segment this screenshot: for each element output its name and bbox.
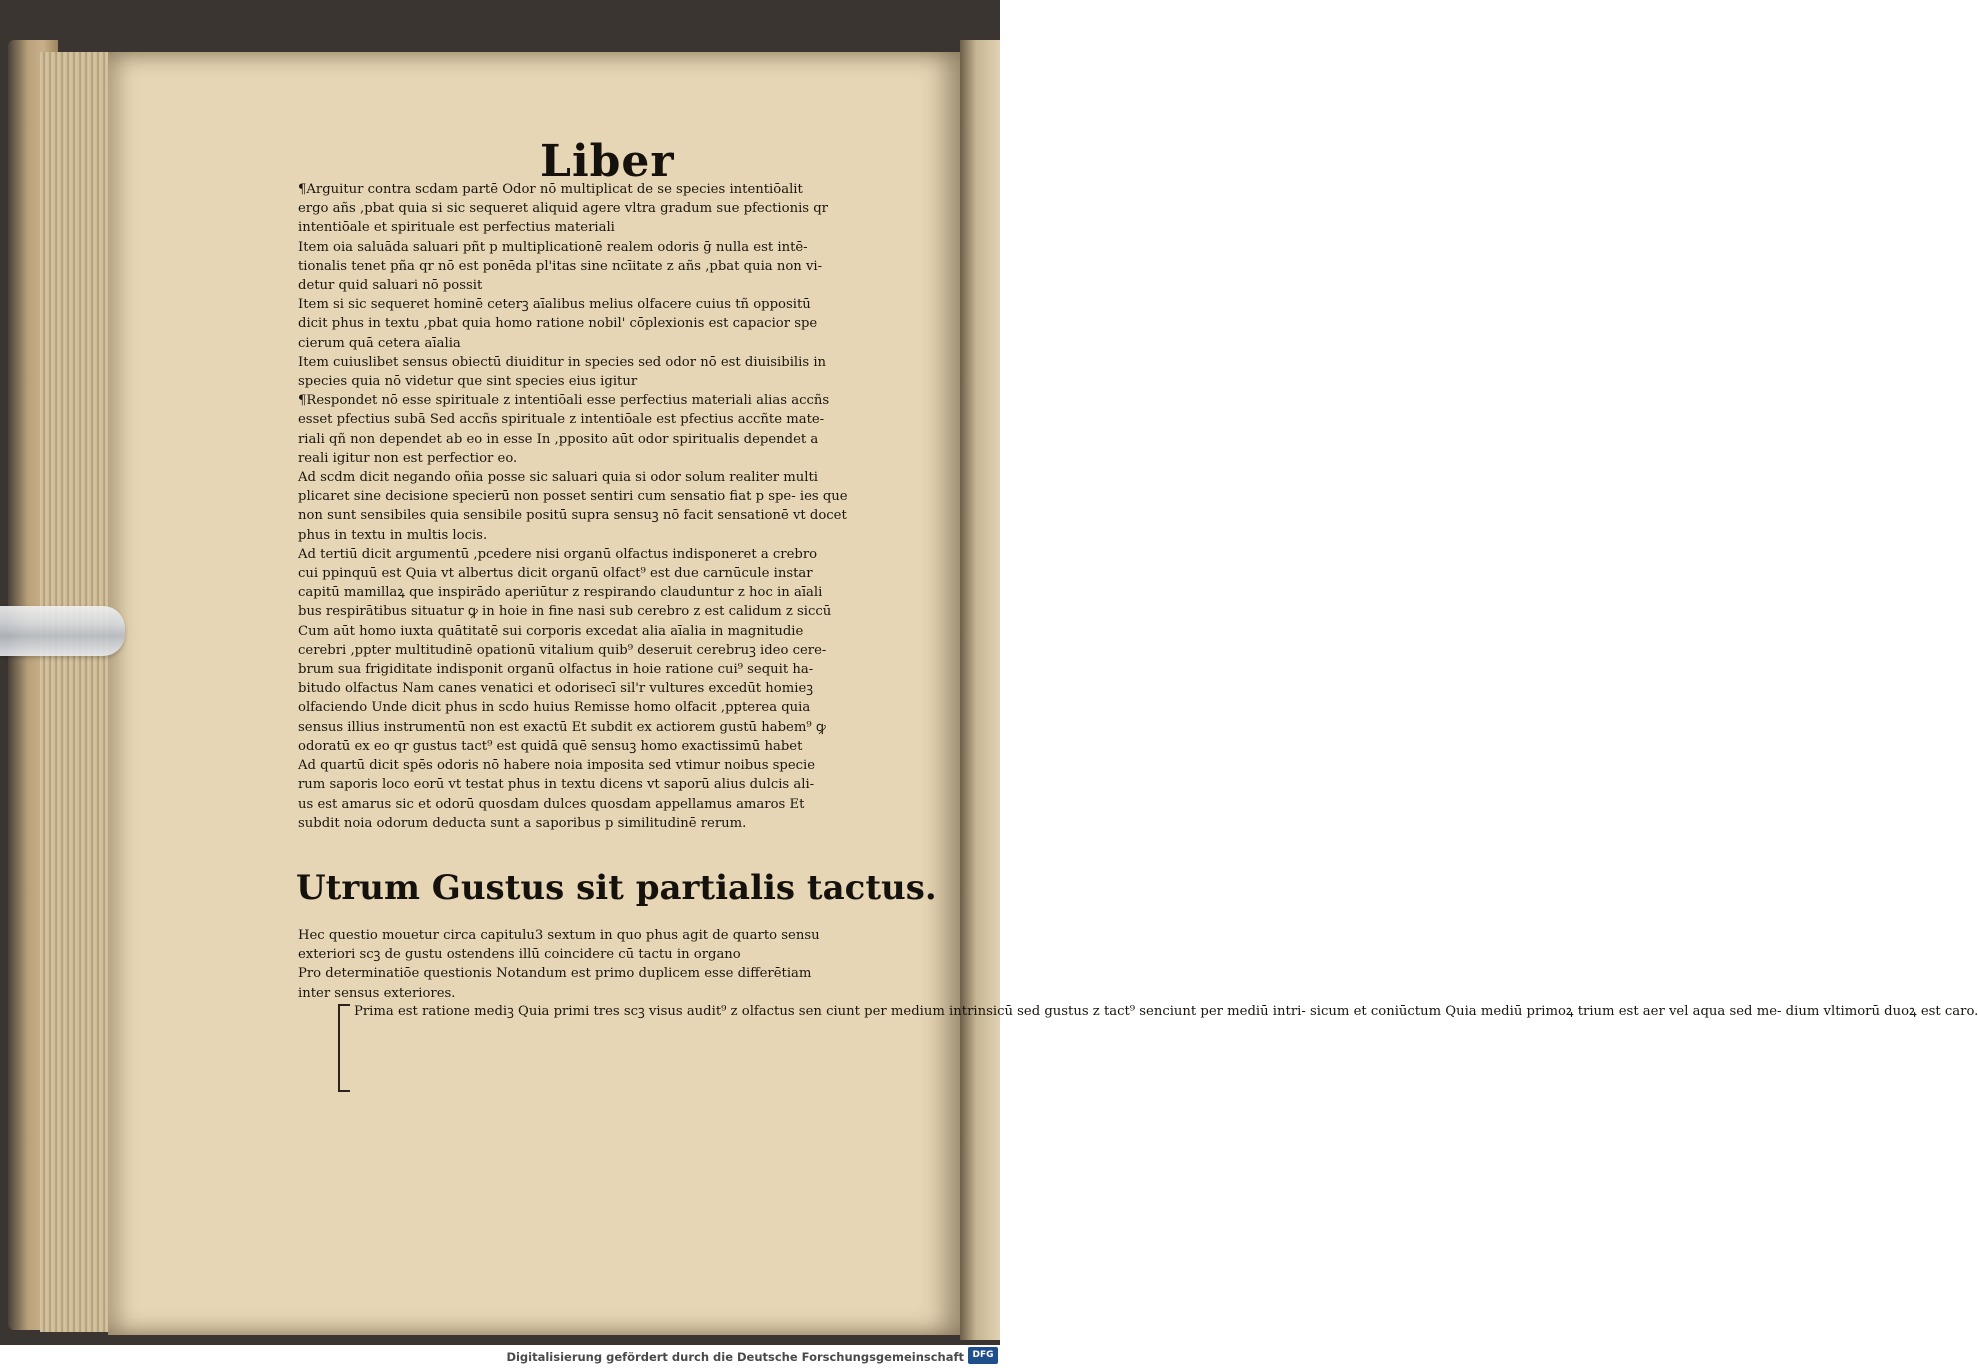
text-line: capitū mamillaꝝ que inspirādo aperiūtur z respirando clauduntur z hoc in aīali xyxy=(298,585,823,601)
text-line: cierum quā cetera aīalia xyxy=(298,335,461,351)
text-line: species quia nō videtur que sint species eius igitur xyxy=(298,374,638,390)
text-line: sicum et coniūctum Quia mediū primoꝝ trium est aer vel aqua sed me- xyxy=(1310,1004,1782,1019)
text-line: phus in textu in multis locis. xyxy=(298,527,488,543)
text-line: us est amarus sic et odorū quosdam dulces quosdam appellamus amaros Et xyxy=(298,796,805,812)
text-line: Pro determinatiōe questionis Notandum est primo duplicem esse differētiam xyxy=(298,966,812,982)
text-line: ¶Arguitur contra scdam partē Odor nō multiplicat de se species intentiōalit xyxy=(298,182,803,197)
page-clip xyxy=(0,606,125,656)
text-line: dium vltimorū duoꝝ est caro. xyxy=(1785,1004,1978,1019)
text-line: sensus illius instrumentū non est exactū Et subdit ex actiorem gustū habem⁹ ꝙ xyxy=(298,719,826,735)
text-line: cerebri ,ppter multitudinē opationū vitalium quib⁹ deseruit cerebruꝫ ideo cere- xyxy=(298,642,827,658)
text-line: Item cuiuslibet sensus obiectū diuiditur in species sed odor nō est diuisibilis in xyxy=(298,354,827,370)
text-line: Ad tertiū dicit argumentū ,pcedere nisi organū olfactus indisponeret a crebro xyxy=(298,546,818,562)
text-line: esset pfectius subā Sed accñs spirituale z intentiōale est pfectius accñte mate- xyxy=(298,412,825,428)
text-line: bus respirātibus situatur ꝙ in hoie in fine nasi sub cerebro z est calidum z siccū xyxy=(298,604,832,620)
bracket-mark xyxy=(338,1004,350,1092)
text-line: ciunt per medium intrinsicū sed gustus z tact⁹ senciunt per mediū intri- xyxy=(826,1004,1306,1019)
text-line: Ad quartū dicit spēs odoris nō habere noia imposita sed vtimur noibus specie xyxy=(298,758,816,774)
text-line: cui ppinquū est Quia vt albertus dicit organū olfact⁹ est due carnūcule instar xyxy=(298,566,813,582)
text-line: non sunt sensibiles quia sensibile positū supra sensuꝫ nō facit sensationē vt docet xyxy=(298,508,847,524)
dfg-logo-icon: DFG xyxy=(968,1347,998,1364)
text-line: reali igitur non est perfectior eo. xyxy=(298,450,518,466)
text-line: riali qñ non dependet ab eo in esse In ,pposito aūt odor spiritualis dependet a xyxy=(298,431,819,447)
text-line: Cum aūt homo iuxta quātitatē sui corporis excedat alia aīalia in magnitudie xyxy=(298,623,804,639)
text-line: subdit noia odorum deducta sunt a saporibus p similitudinē rerum. xyxy=(298,815,747,831)
facing-page-edge xyxy=(960,40,1000,1340)
footer-bar xyxy=(0,1345,1000,1368)
text-line: detur quid saluari nō possit xyxy=(298,278,483,294)
text-line: Ad scdm dicit negando oñia posse sic saluari quia si odor solum realiter multi xyxy=(298,470,819,486)
text-line: plicaret sine decisione specierū non posset sentiri cum sensatio fiat p spe- ies que xyxy=(298,489,848,505)
text-line: Item si sic sequeret hominē ceterꝫ aīalibus melius olfacere cuius tñ oppositū xyxy=(298,297,811,313)
text-line: Hec questio mouetur circa capitulu3 sextum in quo phus agit de quarto sensu xyxy=(298,928,820,943)
body-text-block xyxy=(298,180,908,833)
page-edges xyxy=(40,52,115,1332)
text-line: odoratū ex eo qr gustus tact⁹ est quidā quē sensuꝫ homo exactissimū habet xyxy=(298,738,803,754)
text-line: exteriori scꝫ de gustu ostendens illū coincidere cū tactu in organo xyxy=(298,947,741,963)
text-line: Item oia saluāda saluari pñt p multiplicationē realem odoris ḡ nulla est intē- xyxy=(298,239,808,255)
question-heading: Utrum Gustus sit partialis tactus. xyxy=(296,868,937,908)
text-line: inter sensus exteriores. xyxy=(298,985,456,1001)
text-line: brum sua frigiditate indisponit organū olfactus in hoie ratione cui⁹ sequit ha- xyxy=(298,662,814,678)
text-line: ergo añs ,pbat quia si sic sequeret aliquid agere vltra gradum sue pfectionis qr xyxy=(298,201,828,217)
bracketed-text-block xyxy=(354,1002,1978,1021)
running-head: Liber xyxy=(540,136,675,187)
question-intro-block xyxy=(298,926,908,1003)
text-line: rum saporis loco eorū vt testat phus in textu dicens vt saporū alius dulcis ali- xyxy=(298,777,815,793)
text-line: bitudo olfactus Nam canes venatici et odorisecī sil'r vultures excedūt homieꝫ xyxy=(298,681,813,697)
text-line: olfaciendo Unde dicit phus in scdo huius Remisse homo olfacit ,ppterea quia xyxy=(298,700,811,716)
text-line: dicit phus in textu ,pbat quia homo ratione nobil' cōplexionis est capacior spe xyxy=(298,316,818,332)
text-line: tionalis tenet pña qr nō est ponēda pl'itas sine ncīitate z añs ,pbat quia non vi- xyxy=(298,258,823,274)
text-line: Prima est ratione mediꝫ Quia primi tres scꝫ visus audit⁹ z olfactus sen xyxy=(354,1004,822,1019)
text-line: intentiōale et spirituale est perfectius materiali xyxy=(298,220,615,236)
funding-credit: Digitalisierung gefördert durch die Deutsche Forschungsgemeinschaft xyxy=(506,1350,964,1364)
text-line: ¶Respondet nō esse spirituale z intentiōali esse perfectius materiali alias accñs xyxy=(298,393,830,409)
